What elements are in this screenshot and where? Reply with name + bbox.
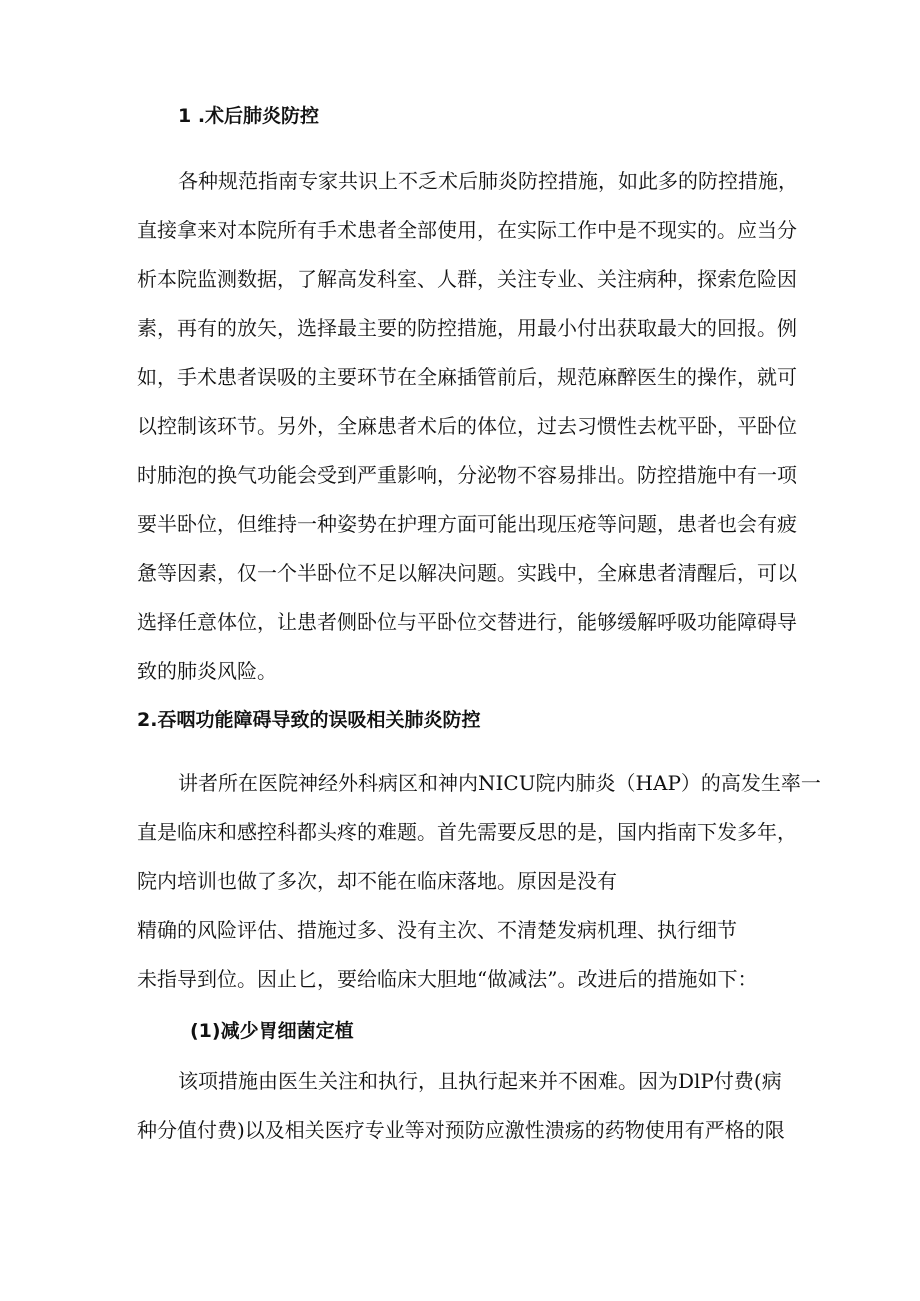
paragraph-1-line-8: 要半卧位，但维持一种姿势在护理方面可能出现压疮等问题，患者也会有疲 [137, 512, 797, 536]
paragraph-1-line-2: 直接拿来对本院所有手术患者全部使用，在实际工作中是不现实的。应当分 [137, 218, 797, 242]
paragraph-2-line-4: 精确的风险评估、措施过多、没有主次、不清楚发病机理、执行细节 [137, 918, 737, 942]
paragraph-2-line-1: 讲者所在医院神经外科病区和神内NICU院内肺炎（HAP）的高发生率一 [178, 771, 821, 795]
paragraph-1-line-4: 素，再有的放矢，选择最主要的防控措施，用最小付出获取最大的回报。例 [137, 316, 797, 340]
paragraph-1-line-9: 惫等因素，仅一个半卧位不足以解决问题。实践中，全麻患者清醒后，可以 [137, 561, 797, 585]
section-heading-1: 1 .术后肺炎防控 [178, 105, 320, 127]
section-heading-2: 2.吞咽功能障碍导致的误吸相关肺炎防控 [137, 709, 481, 731]
paragraph-2-line-3: 院内培训也做了多次，却不能在临床落地。原因是没有 [137, 869, 617, 893]
paragraph-1-line-5: 如，手术患者误吸的主要环节在全麻插管前后，规范麻醉医生的操作，就可 [137, 365, 797, 389]
paragraph-1-line-1: 各种规范指南专家共识上不乏术后肺炎防控措施，如此多的防控措施， [178, 169, 798, 193]
paragraph-1-line-11: 致的肺炎风险。 [137, 659, 277, 683]
paragraph-1-line-3: 析本院监测数据，了解高发科室、人群，关注专业、关注病种，探索危险因 [137, 267, 797, 291]
paragraph-1-line-7: 时肺泡的换气功能会受到严重影响，分泌物不容易排出。防控措施中有一项 [137, 463, 797, 487]
paragraph-3-line-1: 该项措施由医生关注和执行，且执行起来并不困难。因为DlP付费(病 [178, 1069, 782, 1093]
paragraph-1-line-6: 以控制该环节。另外，全麻患者术后的体位，过去习惯性去枕平卧，平卧位 [137, 414, 797, 438]
paragraph-2-line-2: 直是临床和感控科都头疼的难题。首先需要反思的是，国内指南下发多年， [137, 820, 797, 844]
paragraph-3-line-2: 种分值付费)以及相关医疗专业等对预防应激性溃疡的药物使用有严格的限 [137, 1118, 785, 1142]
paragraph-1-line-10: 选择任意体位，让患者侧卧位与平卧位交替进行，能够缓解呼吸功能障碍导 [137, 610, 797, 634]
paragraph-2-line-5: 未指导到位。因止匕，要给临床大胆地“做减法”。改进后的措施如下： [137, 967, 758, 991]
subsection-heading-1: (1)减少胃细菌定植 [190, 1020, 354, 1042]
